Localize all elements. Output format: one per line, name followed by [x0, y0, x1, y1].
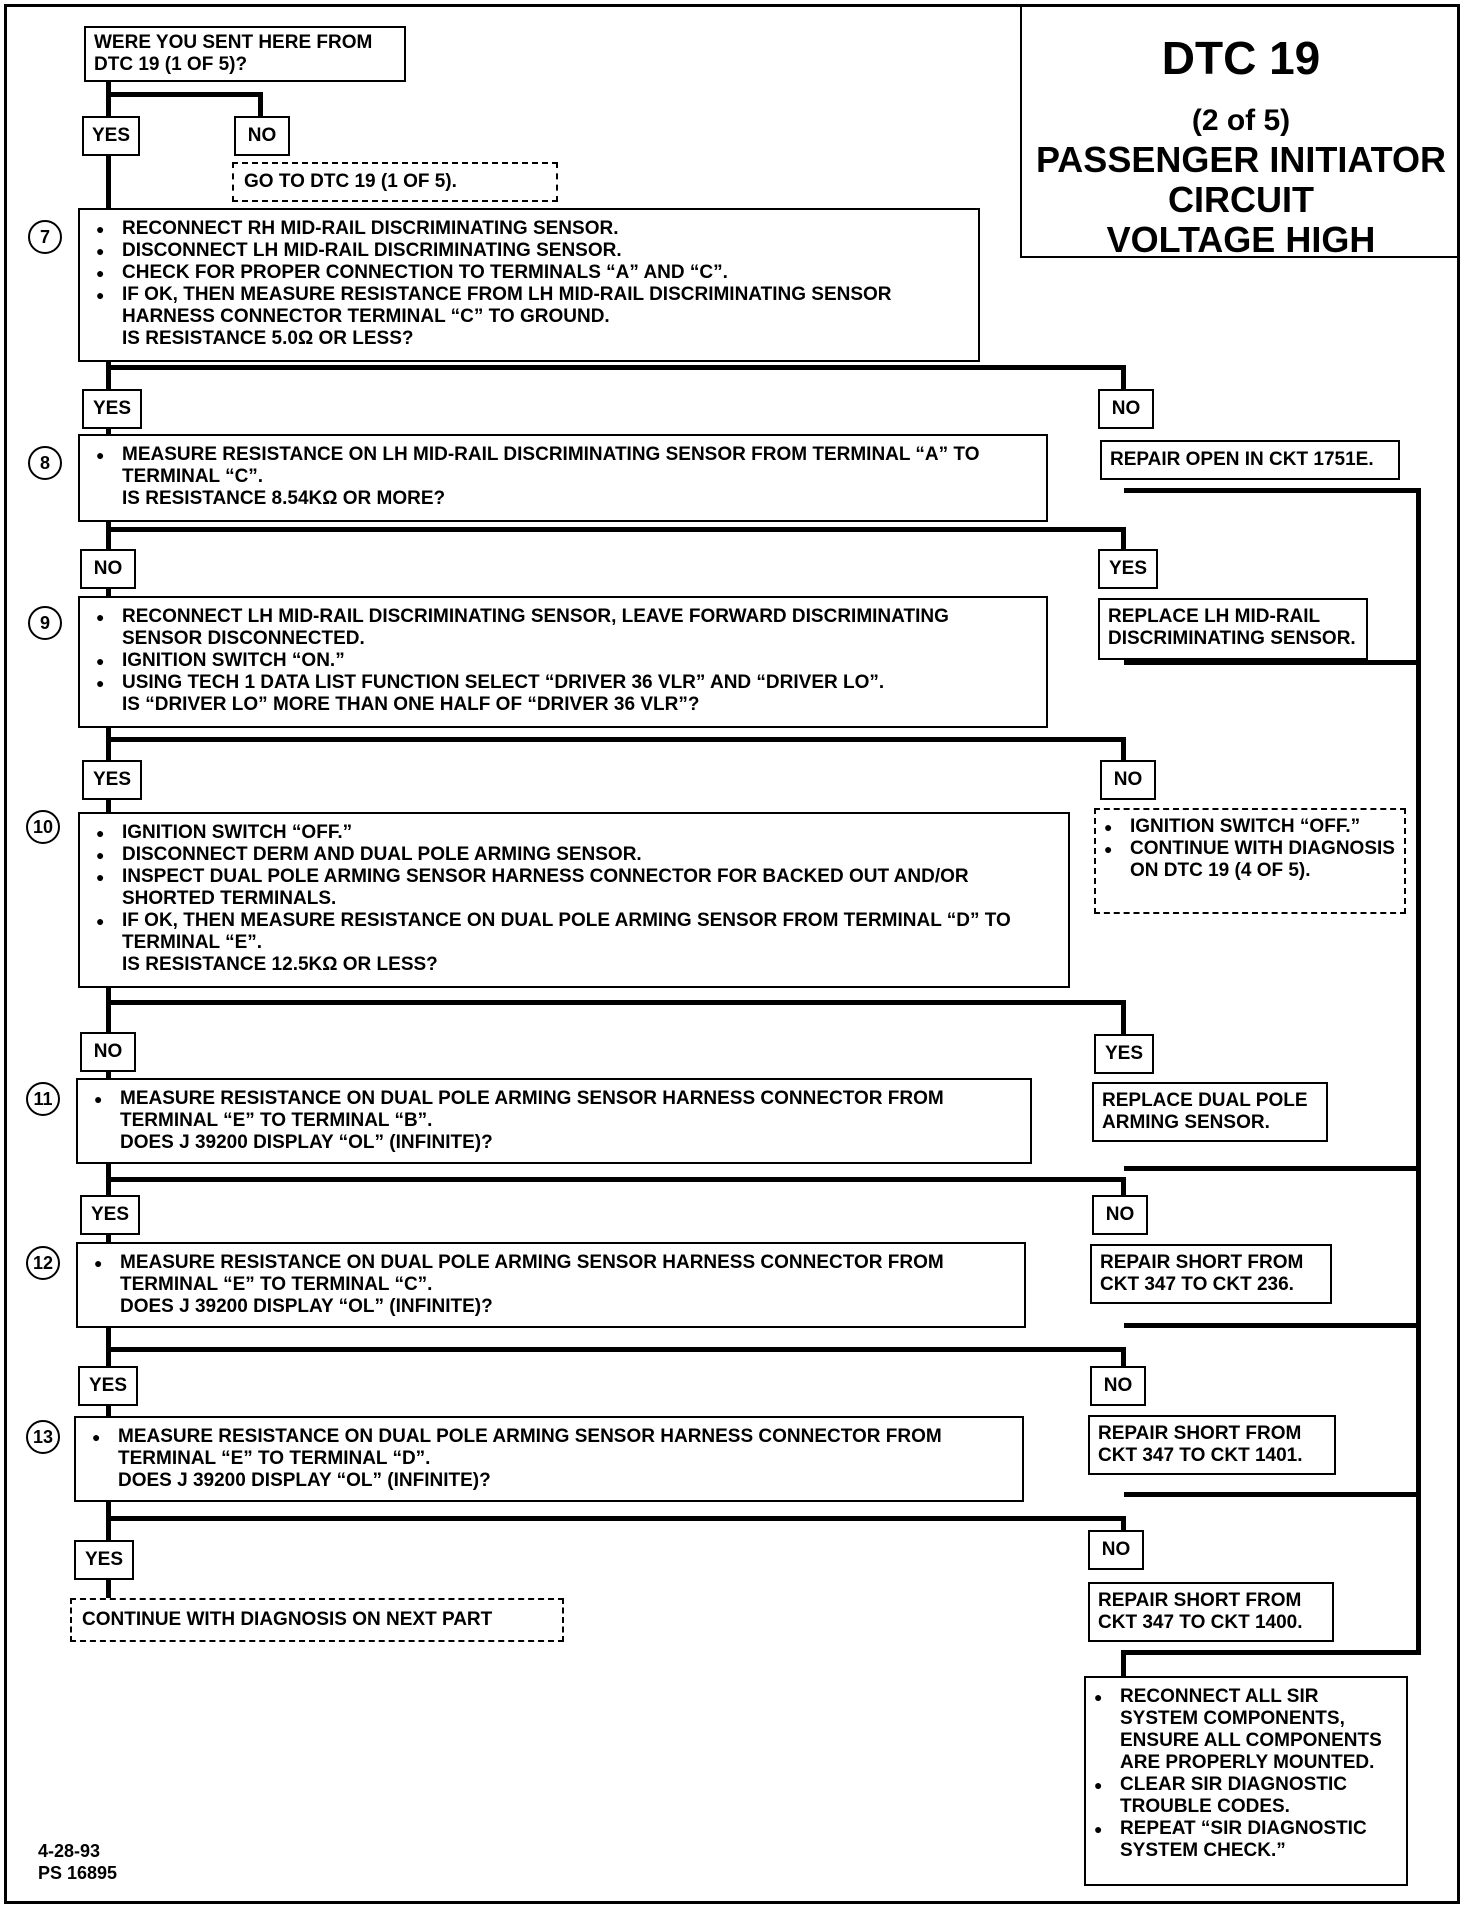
step-13-no-label: NO	[1088, 1530, 1144, 1570]
step-9-no-action-item: ● IGNITION SWITCH “OFF.”	[1096, 816, 1398, 838]
step-11-no-label: NO	[1092, 1195, 1148, 1235]
step-7-number: 7	[28, 220, 62, 254]
step-10-item: ● IGNITION SWITCH “OFF.”	[88, 822, 1056, 844]
step-9-item: ● USING TECH 1 DATA LIST FUNCTION SELECT “DRIVER 36 VLR” AND “DRIVER LO”.	[88, 672, 1034, 694]
step-9-no-action-list	[1096, 816, 1398, 882]
step-9-no-action-item: ● CONTINUE WITH DIAGNOSIS ON DTC 19 (4 OF 5).	[1096, 838, 1398, 882]
step-10-yes-label: YES	[1094, 1034, 1154, 1074]
step-7-no-action-text: REPAIR OPEN IN CKT 1751E.	[1110, 449, 1374, 470]
title-line3: VOLTAGE HIGH	[1106, 219, 1376, 260]
step-7-item: ● DISCONNECT LH MID-RAIL DISCRIMINATING SENSOR.	[88, 240, 966, 262]
start-no-label: NO	[234, 116, 290, 156]
step-9-item: ● RECONNECT LH MID-RAIL DISCRIMINATING SENSOR, LEAVE FORWARD DISCRIMINATING SENSOR DISCONNECTED.	[88, 606, 1034, 650]
final-action-item: ● CLEAR SIR DIAGNOSTIC TROUBLE CODES.	[1086, 1774, 1398, 1818]
start-question-line2: DTC 19 (1 OF 5)?	[94, 54, 248, 75]
step-9-box	[78, 596, 1048, 728]
step-8-item: ● MEASURE RESISTANCE ON LH MID-RAIL DISCRIMINATING SENSOR FROM TERMINAL “A” TO TERMINAL “C”.	[88, 444, 1034, 488]
step-12-box	[76, 1242, 1026, 1328]
step-8-no-label: NO	[80, 549, 136, 589]
step-11-no-action-text: REPAIR SHORT FROM CKT 347 TO CKT 236.	[1100, 1252, 1304, 1295]
step-8-question: IS RESISTANCE 8.54KΩ OR MORE?	[122, 488, 446, 509]
step-11-box	[76, 1078, 1032, 1164]
step-12-item: ● MEASURE RESISTANCE ON DUAL POLE ARMING SENSOR HARNESS CONNECTOR FROM TERMINAL “E” TO TERMINAL “C”.	[86, 1252, 1012, 1296]
step-12-no-action-box	[1088, 1415, 1336, 1475]
step-7-box	[78, 208, 980, 362]
step-11-item: ● MEASURE RESISTANCE ON DUAL POLE ARMING SENSOR HARNESS CONNECTOR FROM TERMINAL “E” TO TERMINAL “B”.	[86, 1088, 1018, 1132]
step-11-number: 11	[26, 1082, 60, 1116]
title-line2: CIRCUIT	[1168, 179, 1314, 220]
step-10-item: ● INSPECT DUAL POLE ARMING SENSOR HARNESS CONNECTOR FOR BACKED OUT AND/OR SHORTED TERMINALS.	[88, 866, 1056, 910]
step-11-question: DOES J 39200 DISPLAY “OL” (INFINITE)?	[120, 1132, 493, 1153]
step-9-question: IS “DRIVER LO” MORE THAN ONE HALF OF “DRIVER 36 VLR”?	[122, 694, 700, 715]
step-13-item: ● MEASURE RESISTANCE ON DUAL POLE ARMING SENSOR HARNESS CONNECTOR FROM TERMINAL “E” TO TERMINAL “D”.	[84, 1426, 1010, 1470]
final-action-list	[1086, 1686, 1398, 1862]
step-10-item: ● IF OK, THEN MEASURE RESISTANCE ON DUAL POLE ARMING SENSOR FROM TERMINAL “D” TO TERMINAL “E”.	[88, 910, 1056, 954]
step-7-item: ● IF OK, THEN MEASURE RESISTANCE FROM LH MID-RAIL DISCRIMINATING SENSOR HARNESS CONNECTOR TERMINAL “C” TO GROUND.	[88, 284, 966, 328]
step-11-yes-label: YES	[80, 1195, 140, 1235]
step-13-no-action-box	[1088, 1582, 1334, 1642]
footer	[38, 1840, 117, 1884]
footer-ps-number: PS 16895	[38, 1863, 118, 1883]
final-action-box	[1084, 1676, 1408, 1886]
step-10-question: IS RESISTANCE 12.5KΩ OR LESS?	[122, 954, 438, 975]
step-8-list	[88, 444, 1034, 488]
step-7-item: ● CHECK FOR PROPER CONNECTION TO TERMINALS “A” AND “C”.	[88, 262, 966, 284]
step-11-no-action-box	[1090, 1244, 1332, 1304]
step-13-list	[84, 1426, 1010, 1470]
title-block	[1020, 4, 1460, 258]
step-7-no-label: NO	[1098, 389, 1154, 429]
start-yes-label: YES	[82, 116, 140, 156]
final-action-item: ● RECONNECT ALL SIR SYSTEM COMPONENTS, ENSURE ALL COMPONENTS ARE PROPERLY MOUNTED.	[1086, 1686, 1398, 1774]
step-10-box	[78, 812, 1070, 988]
step-12-number: 12	[26, 1246, 60, 1280]
start-no-action-box	[232, 162, 558, 202]
step-10-no-label: NO	[80, 1032, 136, 1072]
step-10-yes-action-text: REPLACE DUAL POLE ARMING SENSOR.	[1102, 1090, 1308, 1133]
step-10-yes-action-box	[1092, 1082, 1328, 1142]
step-10-item: ● DISCONNECT DERM AND DUAL POLE ARMING SENSOR.	[88, 844, 1056, 866]
step-7-item: ● RECONNECT RH MID-RAIL DISCRIMINATING SENSOR.	[88, 218, 966, 240]
start-no-action-text: GO TO DTC 19 (1 OF 5).	[244, 171, 457, 192]
step-13-number: 13	[26, 1420, 60, 1454]
step-11-list	[86, 1088, 1018, 1132]
step-8-yes-label: YES	[1098, 549, 1158, 589]
step-12-no-label: NO	[1090, 1366, 1146, 1406]
step-12-list	[86, 1252, 1012, 1296]
title-line1: PASSENGER INITIATOR	[1035, 139, 1447, 180]
step-10-number: 10	[26, 810, 60, 844]
step-7-list	[88, 218, 966, 328]
step-7-question: IS RESISTANCE 5.0Ω OR LESS?	[122, 328, 414, 349]
step-8-yes-action-text: REPLACE LH MID-RAIL DISCRIMINATING SENSOR.	[1108, 606, 1356, 649]
step-9-item: ● IGNITION SWITCH “ON.”	[88, 650, 1034, 672]
step-9-number: 9	[28, 606, 62, 640]
step-13-question: DOES J 39200 DISPLAY “OL” (INFINITE)?	[118, 1470, 491, 1491]
step-9-yes-label: YES	[82, 760, 142, 800]
step-13-yes-action-box	[70, 1598, 564, 1642]
step-13-box	[74, 1416, 1024, 1502]
step-12-question: DOES J 39200 DISPLAY “OL” (INFINITE)?	[120, 1296, 493, 1317]
step-9-no-action-box	[1094, 808, 1406, 914]
step-10-list	[88, 822, 1056, 954]
footer-date: 4-28-93	[38, 1841, 101, 1861]
step-12-yes-label: YES	[78, 1366, 138, 1406]
step-8-yes-action-box	[1098, 598, 1368, 660]
step-8-number: 8	[28, 446, 62, 480]
step-8-box	[78, 434, 1048, 522]
title-code: DTC 19	[1161, 32, 1321, 84]
start-question-line1: WERE YOU SENT HERE FROM	[94, 32, 373, 53]
step-7-no-action-box	[1100, 440, 1400, 480]
step-12-no-action-text: REPAIR SHORT FROM CKT 347 TO CKT 1401.	[1098, 1423, 1303, 1466]
title-part: (2 of 5)	[1191, 104, 1291, 137]
step-9-list	[88, 606, 1034, 694]
final-action-item: ● REPEAT “SIR DIAGNOSTIC SYSTEM CHECK.”	[1086, 1818, 1398, 1862]
step-7-yes-label: YES	[82, 389, 142, 429]
start-question-box	[84, 26, 406, 82]
step-9-no-label: NO	[1100, 760, 1156, 800]
step-13-no-action-text: REPAIR SHORT FROM CKT 347 TO CKT 1400.	[1098, 1590, 1303, 1633]
step-13-yes-label: YES	[74, 1540, 134, 1580]
step-13-yes-action-text: CONTINUE WITH DIAGNOSIS ON NEXT PART	[82, 1609, 493, 1630]
